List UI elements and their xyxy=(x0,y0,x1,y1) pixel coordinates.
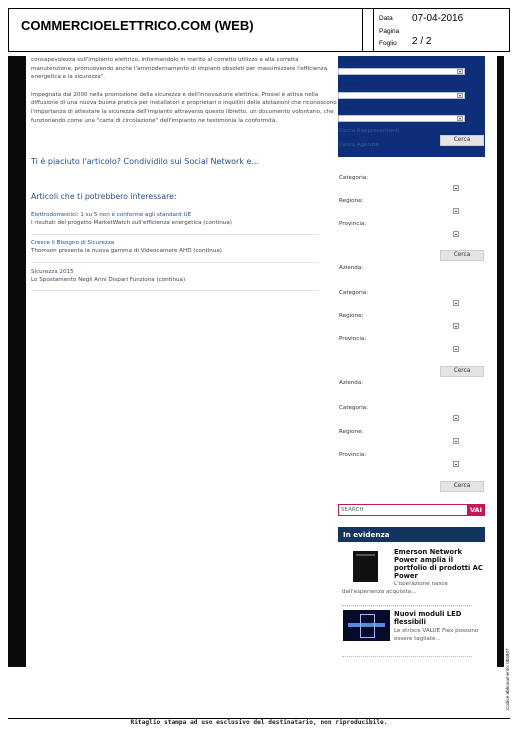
chevron-down-icon: ▾ xyxy=(458,93,461,98)
related-title[interactable]: Sicurezza 2015 xyxy=(31,269,74,275)
categoria-dropdown[interactable] xyxy=(453,415,459,421)
provincia-label: Provincia: xyxy=(339,336,367,342)
data-label: Data xyxy=(379,15,393,22)
divider xyxy=(31,290,319,291)
provincia-label: Provincia: xyxy=(339,105,367,111)
faint-link[interactable]: Cerca Rappresentanti xyxy=(339,128,400,134)
related-title[interactable]: Elettrodomestici: 1 su 5 non è conforme agli standard UE xyxy=(31,212,192,218)
related-summary[interactable]: Thomson presenta la nuova gamma di Videocamere AHD (continua) xyxy=(31,248,222,254)
provincia-dropdown[interactable] xyxy=(453,231,459,237)
categoria-label: Categoria: xyxy=(339,58,369,64)
web-page-clip xyxy=(26,56,497,667)
related-title[interactable]: Cresce il Bisogno di Sicurezza xyxy=(31,240,115,246)
divider xyxy=(31,262,319,263)
provincia-dropdown[interactable] xyxy=(453,461,459,467)
document-header xyxy=(8,8,510,52)
news-thumbnail-ups-cabinet[interactable] xyxy=(343,549,389,583)
news-thumbnail-led-strip[interactable] xyxy=(343,610,390,641)
categoria-label: Categoria: xyxy=(339,290,369,296)
subscription-code xyxy=(505,610,515,710)
pagina-label: Pagina xyxy=(379,28,400,35)
publication-title: COMMERCIOELETTRICO.COM (WEB) xyxy=(21,18,254,33)
search-agents-box xyxy=(338,56,485,157)
cerca-button[interactable]: Cerca xyxy=(440,366,484,377)
regione-label: Regione: xyxy=(339,82,364,88)
related-item[interactable] xyxy=(31,211,319,227)
subscription-code-text: Codice abbonamento: 0b5807 xyxy=(505,648,510,710)
provincia-label: Provincia: xyxy=(339,452,367,458)
in-evidenza-header: In evidenza xyxy=(338,527,485,542)
cerca-button[interactable]: Cerca xyxy=(440,250,484,261)
cerca-button[interactable]: Cerca xyxy=(440,135,484,146)
faint-link[interactable]: Cerca Agenzie xyxy=(339,142,380,148)
regione-label: Regione: xyxy=(339,198,364,204)
share-prompt[interactable]: Ti è piaciuto l'articolo? Condividilo sui Social Network e... xyxy=(31,157,260,166)
article-paragraph: Impegnata dal 2000 nella promozione della sicurezza e dell'innovazione elettrica, Prosiel è attiva nella diffusione di una nuova buona pratica per installatori e proprietari o inquilini delle abitazioni che riconoscono l'importanza di attestare la sicurezza dell'impianto attraverso questo libretto, un documento volontario, che funzionando come una "carta di circolazione" dell'impianto ne testimonia la conformità. xyxy=(31,91,337,124)
related-summary[interactable]: Lo Spostamento Negli Anni Dispari Funziona (continua) xyxy=(31,277,186,283)
chevron-down-icon: ▾ xyxy=(458,69,461,74)
categoria-dropdown[interactable] xyxy=(453,300,459,306)
categoria-select[interactable] xyxy=(338,68,465,75)
search-input[interactable]: SEARCH xyxy=(341,507,364,513)
cerca-button[interactable]: Cerca xyxy=(440,481,484,492)
related-heading: Articoli che ti potrebbero interessare: xyxy=(31,192,177,201)
related-item[interactable] xyxy=(31,268,319,284)
data-value: 07-04-2016 xyxy=(412,13,464,24)
footer-disclaimer: Ritaglio stampa ad uso esclusivo del destinatario, non riproducibile. xyxy=(8,718,510,726)
related-summary[interactable]: I risultati del progetto MarketWatch sull'efficienza energetica (continua) xyxy=(31,220,232,226)
chevron-down-icon: ▾ xyxy=(458,116,461,121)
clipping-frame xyxy=(8,56,504,667)
divider xyxy=(342,605,472,606)
categoria-label: Categoria: xyxy=(339,405,369,411)
divider xyxy=(342,656,472,657)
regione-dropdown[interactable] xyxy=(453,208,459,214)
header-divider xyxy=(362,9,374,51)
provincia-select[interactable] xyxy=(338,115,465,122)
foglio-label: Foglio xyxy=(379,40,397,47)
categoria-dropdown[interactable] xyxy=(453,185,459,191)
regione-dropdown[interactable] xyxy=(453,438,459,444)
news-title[interactable]: Nuovi moduli LED flessibili xyxy=(394,610,462,626)
provincia-dropdown[interactable] xyxy=(453,346,459,352)
news-summary: L'operazione nasce xyxy=(394,581,448,587)
regione-label: Regione: xyxy=(339,313,364,319)
news-summary: Le strisce VALUE Flex possono essere tagliate... xyxy=(394,628,479,642)
foglio-value: 2 / 2 xyxy=(412,36,432,47)
search-submit-button[interactable]: VAI xyxy=(467,504,485,516)
azienda-label: Azienda: xyxy=(339,265,364,271)
regione-select[interactable] xyxy=(338,92,465,99)
regione-dropdown[interactable] xyxy=(453,323,459,329)
divider xyxy=(31,234,319,235)
azienda-label: Azienda: xyxy=(339,380,364,386)
regione-label: Regione: xyxy=(339,429,364,435)
provincia-label: Provincia: xyxy=(339,221,367,227)
related-item[interactable] xyxy=(31,239,319,255)
site-search[interactable] xyxy=(338,504,485,516)
article-body xyxy=(31,56,338,134)
article-paragraph: consapevolezza sull'impianto elettrico, informandolo in merito al corretto utilizzo e alla corretta manutenzione, promuovendo anche l'ammodernamento di impianti obsoleti per massimizzare l'efficienza energetica e la sicurezza". xyxy=(31,57,328,81)
news-title[interactable]: Emerson Network Power amplia il portfolio di prodotti AC Power xyxy=(394,548,483,580)
categoria-label: Categoria: xyxy=(339,175,369,181)
news-summary: dall'esperienza acquisita... xyxy=(342,589,417,595)
